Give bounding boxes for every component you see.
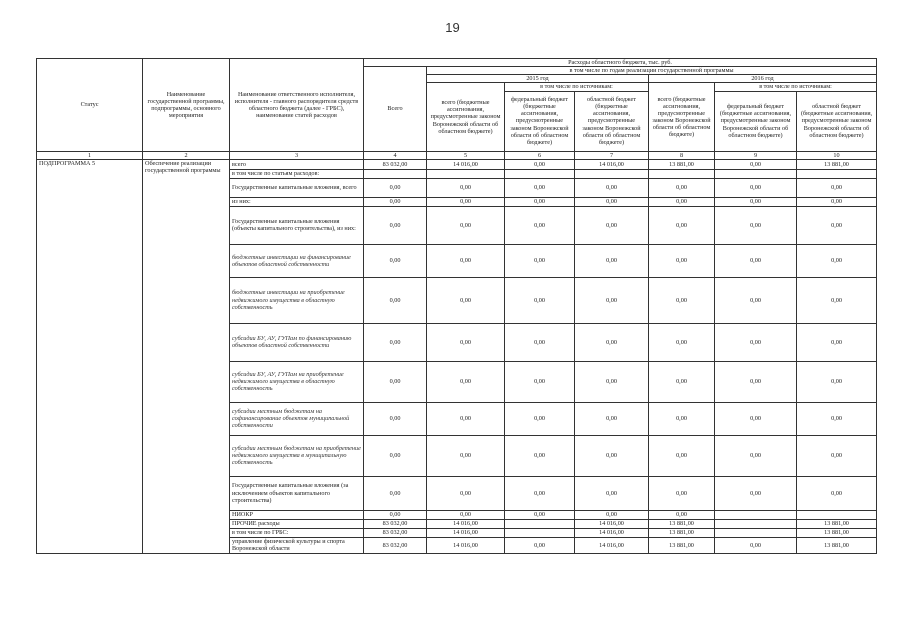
- table-row: [37, 159, 877, 169]
- row-label: субсидии БУ, АУ, ГУПам по финансированию объектов областной собственности: [230, 323, 364, 361]
- cell-value: 0,00: [649, 402, 715, 435]
- table-body: [37, 159, 877, 553]
- header-program-name: Наименование государственной программы, подпрограммы, основного мероприятия: [143, 59, 230, 152]
- header-2016-federal: федеральный бюджет (бюджетные ассигнования, предусмотренные законом Воронежской области об областном бюджете): [715, 91, 797, 151]
- cell-value: 13 881,00: [649, 159, 715, 169]
- cell-value: [797, 169, 877, 178]
- row-label: бюджетные инвестиции на финансирование объектов областной собственности: [230, 244, 364, 277]
- cell-value: 0,00: [715, 197, 797, 206]
- row-label: Государственные капитальные вложения, всего: [230, 178, 364, 197]
- column-number: 2: [143, 151, 230, 159]
- cell-value: 0,00: [364, 206, 427, 244]
- cell-value: [715, 169, 797, 178]
- subprogram-name: Обеспечение реализации государственной программы: [143, 159, 230, 553]
- row-label: субсидии БУ, АУ, ГУПам на приобретение недвижимого имущества в областную собственность: [230, 361, 364, 402]
- cell-value: 0,00: [649, 244, 715, 277]
- cell-value: 0,00: [715, 537, 797, 553]
- cell-value: 0,00: [649, 206, 715, 244]
- row-label: Государственные капитальные вложения (за исключением объектов капитального строительства): [230, 476, 364, 510]
- cell-value: 13 881,00: [649, 537, 715, 553]
- header-year-2015: 2015 год: [427, 75, 649, 83]
- cell-value: 13 881,00: [797, 519, 877, 528]
- header-2016-sources: в том числе по источникам:: [715, 83, 877, 91]
- cell-value: [505, 169, 575, 178]
- cell-value: 0,00: [505, 537, 575, 553]
- cell-value: 0,00: [505, 476, 575, 510]
- cell-value: 0,00: [575, 361, 649, 402]
- row-label: Государственные капитальные вложения (объекты капитального строительства), из них:: [230, 206, 364, 244]
- column-number: 7: [575, 151, 649, 159]
- cell-value: 0,00: [649, 323, 715, 361]
- cell-value: 13 881,00: [797, 159, 877, 169]
- row-label: из них:: [230, 197, 364, 206]
- cell-value: 0,00: [575, 402, 649, 435]
- row-label: бюджетные инвестиции на приобретение недвижимого имущества в областную собственность: [230, 277, 364, 323]
- cell-value: 0,00: [649, 197, 715, 206]
- cell-value: 0,00: [715, 402, 797, 435]
- cell-value: 0,00: [575, 476, 649, 510]
- cell-value: 0,00: [649, 510, 715, 519]
- cell-value: [715, 510, 797, 519]
- cell-value: 13 881,00: [797, 528, 877, 537]
- row-label: в том числе по ГРБС:: [230, 528, 364, 537]
- column-number-row: [37, 151, 877, 159]
- header-2016-regional: областной бюджет (бюджетные ассигнования, предусмотренные законом Воронежской области об областном бюджете): [797, 91, 877, 151]
- cell-value: 14 016,00: [575, 537, 649, 553]
- cell-value: 0,00: [505, 244, 575, 277]
- cell-value: 0,00: [427, 476, 505, 510]
- cell-value: 0,00: [797, 197, 877, 206]
- cell-value: 14 016,00: [427, 537, 505, 553]
- cell-value: 0,00: [427, 206, 505, 244]
- budget-table: [36, 58, 877, 554]
- cell-value: [505, 528, 575, 537]
- column-number: 10: [797, 151, 877, 159]
- cell-value: 0,00: [427, 277, 505, 323]
- cell-value: 0,00: [649, 178, 715, 197]
- cell-value: 83 032,00: [364, 519, 427, 528]
- column-number: 9: [715, 151, 797, 159]
- row-label: НИОКР: [230, 510, 364, 519]
- column-number: 5: [427, 151, 505, 159]
- cell-value: 0,00: [505, 197, 575, 206]
- cell-value: 14 016,00: [575, 519, 649, 528]
- cell-value: 0,00: [797, 244, 877, 277]
- cell-value: 0,00: [575, 277, 649, 323]
- header-year-2016: 2016 год: [649, 75, 877, 83]
- cell-value: 0,00: [505, 178, 575, 197]
- cell-value: 0,00: [505, 159, 575, 169]
- cell-value: [715, 528, 797, 537]
- cell-value: 0,00: [505, 206, 575, 244]
- cell-value: [505, 519, 575, 528]
- page-number: 19: [445, 20, 460, 35]
- cell-value: 0,00: [715, 435, 797, 476]
- cell-value: 83 032,00: [364, 159, 427, 169]
- header-2015-regional: областной бюджет (бюджетные ассигнования, предусмотренные законом Воронежской области об областном бюджете): [575, 91, 649, 151]
- column-number: 8: [649, 151, 715, 159]
- cell-value: 0,00: [427, 361, 505, 402]
- cell-value: 0,00: [427, 435, 505, 476]
- cell-value: 14 016,00: [427, 528, 505, 537]
- row-label: в том числе по статьям расходов:: [230, 169, 364, 178]
- cell-value: 14 016,00: [427, 159, 505, 169]
- cell-value: [427, 169, 505, 178]
- cell-value: 14 016,00: [427, 519, 505, 528]
- cell-value: 83 032,00: [364, 537, 427, 553]
- cell-value: 0,00: [649, 435, 715, 476]
- column-number: 3: [230, 151, 364, 159]
- row-label: всего: [230, 159, 364, 169]
- cell-value: 0,00: [505, 402, 575, 435]
- cell-value: 0,00: [427, 178, 505, 197]
- cell-value: 0,00: [797, 277, 877, 323]
- cell-value: 0,00: [427, 402, 505, 435]
- cell-value: 0,00: [427, 244, 505, 277]
- cell-value: 0,00: [715, 277, 797, 323]
- column-number: 4: [364, 151, 427, 159]
- cell-value: 0,00: [649, 277, 715, 323]
- header-by-years: в том числе по годам реализации государственной программы: [427, 67, 877, 75]
- cell-value: 0,00: [797, 402, 877, 435]
- cell-value: 0,00: [575, 244, 649, 277]
- cell-value: 0,00: [715, 244, 797, 277]
- cell-value: 0,00: [797, 435, 877, 476]
- cell-value: 0,00: [797, 361, 877, 402]
- cell-value: 0,00: [505, 510, 575, 519]
- subprogram-status: ПОДПРОГРАММА 5: [37, 159, 143, 553]
- cell-value: 0,00: [797, 178, 877, 197]
- cell-value: 14 016,00: [575, 159, 649, 169]
- cell-value: 0,00: [427, 197, 505, 206]
- cell-value: 0,00: [575, 206, 649, 244]
- column-number: 1: [37, 151, 143, 159]
- cell-value: 0,00: [575, 197, 649, 206]
- cell-value: 0,00: [715, 159, 797, 169]
- header-executor: Наименование ответственного исполнителя, исполнителя - главного распорядителя средств областного бюджета (далее - ГРБС), наименование статей расходов: [230, 59, 364, 152]
- cell-value: [575, 169, 649, 178]
- header-2016-all: всего (бюджетные ассигнования, предусмотренные законом Воронежской области об областном бюджете): [649, 83, 715, 151]
- cell-value: [364, 169, 427, 178]
- cell-value: 0,00: [575, 178, 649, 197]
- cell-value: 0,00: [715, 323, 797, 361]
- cell-value: 0,00: [364, 244, 427, 277]
- cell-value: 0,00: [715, 476, 797, 510]
- cell-value: 0,00: [575, 435, 649, 476]
- cell-value: 0,00: [364, 178, 427, 197]
- cell-value: 0,00: [364, 323, 427, 361]
- cell-value: [715, 519, 797, 528]
- cell-value: 0,00: [364, 197, 427, 206]
- cell-value: 0,00: [575, 323, 649, 361]
- cell-value: [649, 169, 715, 178]
- cell-value: 0,00: [797, 206, 877, 244]
- header-2015-federal: федеральный бюджет (бюджетные ассигнования, предусмотренные законом Воронежской области об областном бюджете): [505, 91, 575, 151]
- cell-value: 0,00: [715, 178, 797, 197]
- cell-value: 0,00: [649, 361, 715, 402]
- header-2015-all: всего (бюджетные ассигнования, предусмотренные законом Воронежской области об областном бюджете): [427, 83, 505, 151]
- cell-value: 0,00: [505, 361, 575, 402]
- cell-value: 0,00: [575, 510, 649, 519]
- cell-value: 0,00: [715, 361, 797, 402]
- row-label: управление физической культуры и спорта Воронежской области: [230, 537, 364, 553]
- cell-value: 83 032,00: [364, 528, 427, 537]
- cell-value: 0,00: [364, 510, 427, 519]
- header-2015-sources: в том числе по источникам:: [505, 83, 649, 91]
- cell-value: 0,00: [505, 277, 575, 323]
- row-label: ПРОЧИЕ расходы: [230, 519, 364, 528]
- cell-value: 13 881,00: [649, 528, 715, 537]
- row-label: субсидии местным бюджетам на софинансирование объектов муниципальной собственности: [230, 402, 364, 435]
- row-label: субсидии местным бюджетам на приобретение недвижимого имущества в муниципальную собственность: [230, 435, 364, 476]
- cell-value: 0,00: [364, 402, 427, 435]
- cell-value: 0,00: [505, 323, 575, 361]
- table-header: [37, 59, 877, 160]
- cell-value: 0,00: [649, 476, 715, 510]
- cell-value: 0,00: [364, 361, 427, 402]
- cell-value: 0,00: [364, 435, 427, 476]
- header-status: Статус: [37, 59, 143, 152]
- header-total: Всего: [364, 67, 427, 151]
- cell-value: 0,00: [364, 476, 427, 510]
- cell-value: 13 881,00: [649, 519, 715, 528]
- cell-value: 14 016,00: [575, 528, 649, 537]
- cell-value: 0,00: [364, 277, 427, 323]
- cell-value: 13 881,00: [797, 537, 877, 553]
- column-number: 6: [505, 151, 575, 159]
- cell-value: 0,00: [797, 323, 877, 361]
- cell-value: 0,00: [427, 510, 505, 519]
- cell-value: [797, 510, 877, 519]
- cell-value: 0,00: [427, 323, 505, 361]
- cell-value: 0,00: [505, 435, 575, 476]
- cell-value: 0,00: [797, 476, 877, 510]
- header-expenses-title: Расходы областного бюджета, тыс. руб.: [364, 59, 877, 67]
- cell-value: 0,00: [715, 206, 797, 244]
